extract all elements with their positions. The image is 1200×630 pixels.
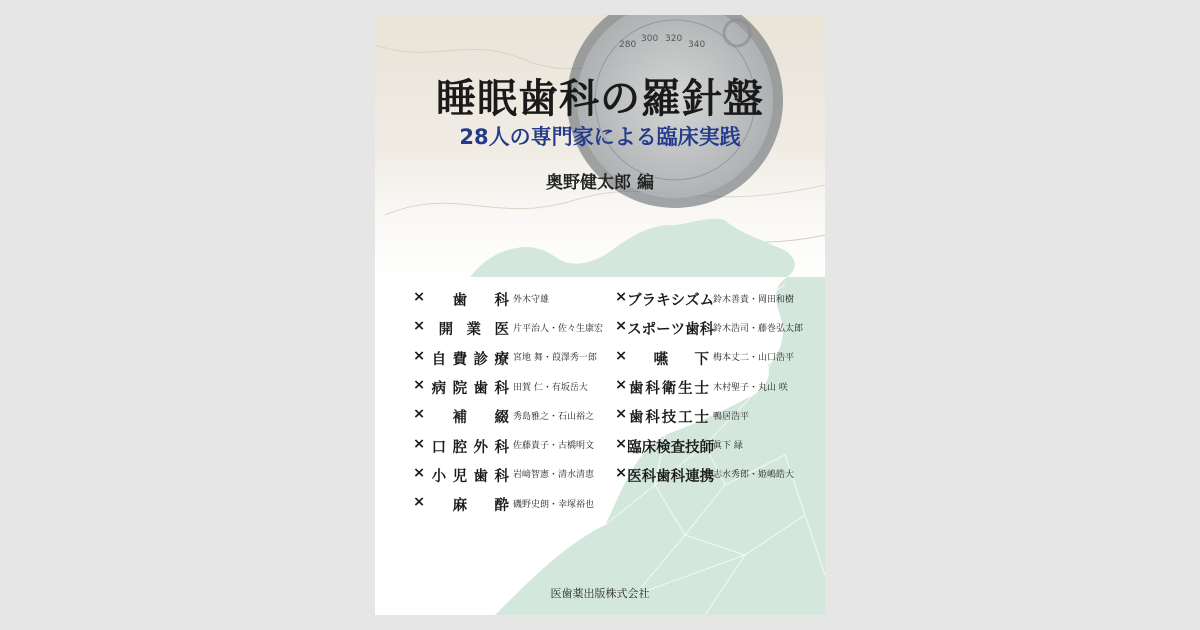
specialty-row [615,373,803,402]
specialty-label: × ブ ラ キ シ ズ ム [615,289,715,310]
specialty-label: × 補 綴 [413,406,509,427]
book-subtitle: 28人の専門家による臨床実践 [459,125,741,149]
specialty-label: × 歯 科 [413,289,509,310]
specialty-label: × 歯 科 技 工 士 [615,406,709,427]
author-names: 磯野史朗・幸塚裕也 [513,499,595,510]
compass-tick-label: 280 [619,40,637,50]
author-names: 眞下 緑 [713,441,743,452]
publisher-name: 医歯薬出版株式会社 [550,587,650,600]
specialty-label: × 麻 酔 [413,494,509,515]
specialty-label: × 歯 科 衛 生 士 [615,377,709,398]
author-names: 鈴木浩司・藤巻弘太郎 [713,323,804,334]
specialty-row [413,431,603,460]
specialty-label: × 病 院 歯 科 [413,377,509,398]
author-names: 田賀 仁・有坂岳大 [513,382,588,393]
specialty-list-right [615,285,803,490]
author-names: 片平治人・佐々生康宏 [513,323,604,334]
book-editor: 奥野健太郎 編 [546,173,654,193]
specialty-row [615,285,803,314]
specialty-label: × 小 児 歯 科 [413,464,509,485]
author-names: 外木守雄 [513,294,550,305]
specialty-row [413,314,603,343]
specialty-row [413,373,603,402]
specialty-row [413,344,603,373]
specialty-row [413,285,603,314]
specialty-label: × 口 腔 外 科 [413,435,509,456]
compass-tick-label: 340 [688,40,706,50]
book-cover [375,15,825,615]
author-names: 佐藤貴子・古橋明文 [513,441,595,452]
author-names: 梅本丈二・山口浩平 [713,353,795,364]
specialty-label: × 臨 床 検 査 技 師 [615,435,715,456]
specialty-row [413,402,603,431]
specialty-row [615,431,803,460]
specialty-row [615,314,803,343]
specialty-row [413,490,603,519]
specialty-label: × 自 費 診 療 [413,347,509,368]
author-names: 秀島雅之・石山裕之 [513,411,595,422]
author-names: 鈴木善貴・岡田和樹 [713,294,795,305]
author-names: 岩﨑智憲・清水清恵 [513,470,595,481]
specialty-label: × 嚥 下 [615,347,709,368]
specialty-label: × 開 業 医 [413,318,509,339]
author-names: 木村聖子・丸山 咲 [713,382,788,393]
author-names: 宮地 舞・葭澤秀一郎 [513,353,597,364]
specialty-list-left [413,285,603,519]
compass-tick-label: 320 [665,34,683,44]
specialty-row [615,461,803,490]
specialty-row [615,402,803,431]
author-names: 志水秀郎・姫嶋皓大 [713,470,795,481]
specialty-row [615,344,803,373]
specialty-label: × 医 科 歯 科 連 携 [615,464,715,485]
compass-tick-label: 300 [641,34,659,44]
author-names: 鴨居浩平 [713,411,750,422]
specialty-row [413,461,603,490]
specialty-label: × ス ポ ー ツ 歯 科 [615,318,715,339]
book-title: 睡眠歯科の羅針盤 [436,76,764,122]
